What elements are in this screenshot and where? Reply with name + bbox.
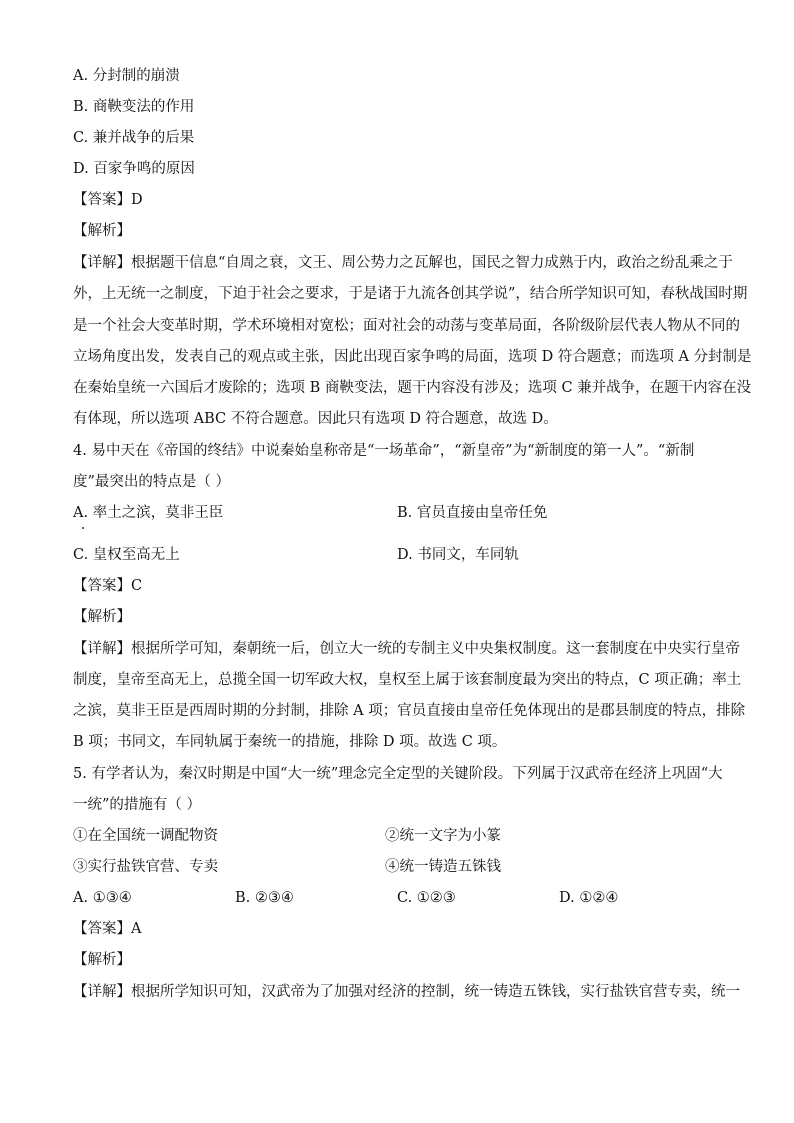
q4-option-b: B. 官员直接由皇帝任免 (397, 505, 548, 521)
q4-stem-line: 4. 易中天在《帝国的终结》中说秦始皇称帝是“一场革命”，“新皇帝”为“新制度的第一人”。“新制 (73, 443, 695, 459)
q3-option-a: A. 分封制的崩溃 (73, 68, 180, 84)
q3-detail-line: 【详解】根据题干信息“自周之衰，文王、周公势力之瓦解也，国民之智力成熟于内，政治之纷乱乘之于 (73, 255, 733, 271)
q4-answer: 【答案】C (73, 578, 143, 594)
q3-option-b: B. 商鞅变法的作用 (73, 99, 195, 115)
q5-option-a: A. ①③④ (73, 890, 132, 906)
q5-option-d: D. ①②④ (559, 890, 619, 906)
q4-detail-line: 之滨，莫非王臣是西周时期的分封制，排除 A 项；官员直接由皇帝任免体现出的是郡县制度的特点，排除 (73, 703, 746, 719)
q4-detail-line: 制度，皇帝至高无上，总揽全国一切军政大权，皇权至上属于该套制度最为突出的特点，C 项正确；率土 (73, 672, 742, 688)
q3-detail-line: 外，上无统一之制度，下迫于社会之要求，于是诸于九流各创其学说”，结合所学知识可知，春秋战国时期 (73, 286, 748, 302)
q5-item-3: ③实行盐铁官营、专卖 (73, 859, 218, 875)
q5-option-c: C. ①②③ (397, 890, 456, 906)
stray-dot (82, 527, 84, 529)
q4-analysis-heading: 【解析】 (73, 609, 131, 625)
q4-option-d: D. 书同文，车同轨 (397, 547, 519, 563)
q4-stem-line: 度”最突出的特点是（ ） (73, 474, 231, 490)
q3-answer: 【答案】D (73, 192, 143, 208)
q3-option-d: D. 百家争鸣的原因 (73, 161, 195, 177)
q3-detail-line: 立场角度出发，发表自己的观点或主张，因此出现百家争鸣的局面，选项 D 符合题意；而选项 A 分封制是 (73, 349, 752, 365)
q5-answer: 【答案】A (73, 921, 142, 937)
q5-stem-line: 一统”的措施有（ ） (73, 797, 202, 813)
q3-detail-line: 有体现，所以选项 ABC 不符合题意。因此只有选项 D 符合题意，故选 D。 (73, 411, 558, 427)
q3-detail-line: 在秦始皇统一六国后才废除的；选项 B 商鞅变法，题干内容没有涉及；选项 C 兼并战争，在题干内容在没 (73, 380, 752, 396)
q5-item-2: ②统一文字为小篆 (385, 828, 501, 844)
q4-detail-line: B 项；书同文，车同轨属于秦统一的措施，排除 D 项。故选 C 项。 (73, 734, 507, 750)
q5-analysis-heading: 【解析】 (73, 952, 131, 968)
q4-option-c: C. 皇权至高无上 (73, 547, 180, 563)
q3-option-c: C. 兼并战争的后果 (73, 130, 195, 146)
q5-option-b: B. ②③④ (235, 890, 294, 906)
q5-item-4: ④统一铸造五铢钱 (385, 859, 501, 875)
q4-detail-line: 【详解】根据所学可知，秦朝统一后，创立大一统的专制主义中央集权制度。这一套制度在中央实行皇帝 (73, 641, 740, 657)
q5-detail-line: 【详解】根据所学知识可知，汉武帝为了加强对经济的控制，统一铸造五铢钱，实行盐铁官营专卖，统一 (73, 984, 740, 1000)
q3-analysis-heading: 【解析】 (73, 223, 131, 239)
q5-item-1: ①在全国统一调配物资 (73, 828, 218, 844)
q4-option-a: A. 率土之滨，莫非王臣 (73, 505, 224, 521)
q3-detail-line: 是一个社会大变革时期，学术环境相对宽松；面对社会的动荡与变革局面，各阶级阶层代表人物从不同的 (73, 318, 740, 334)
q5-stem-line: 5. 有学者认为，秦汉时期是中国“大一统”理念完全定型的关键阶段。下列属于汉武帝在经济上巩固“大 (73, 766, 723, 782)
